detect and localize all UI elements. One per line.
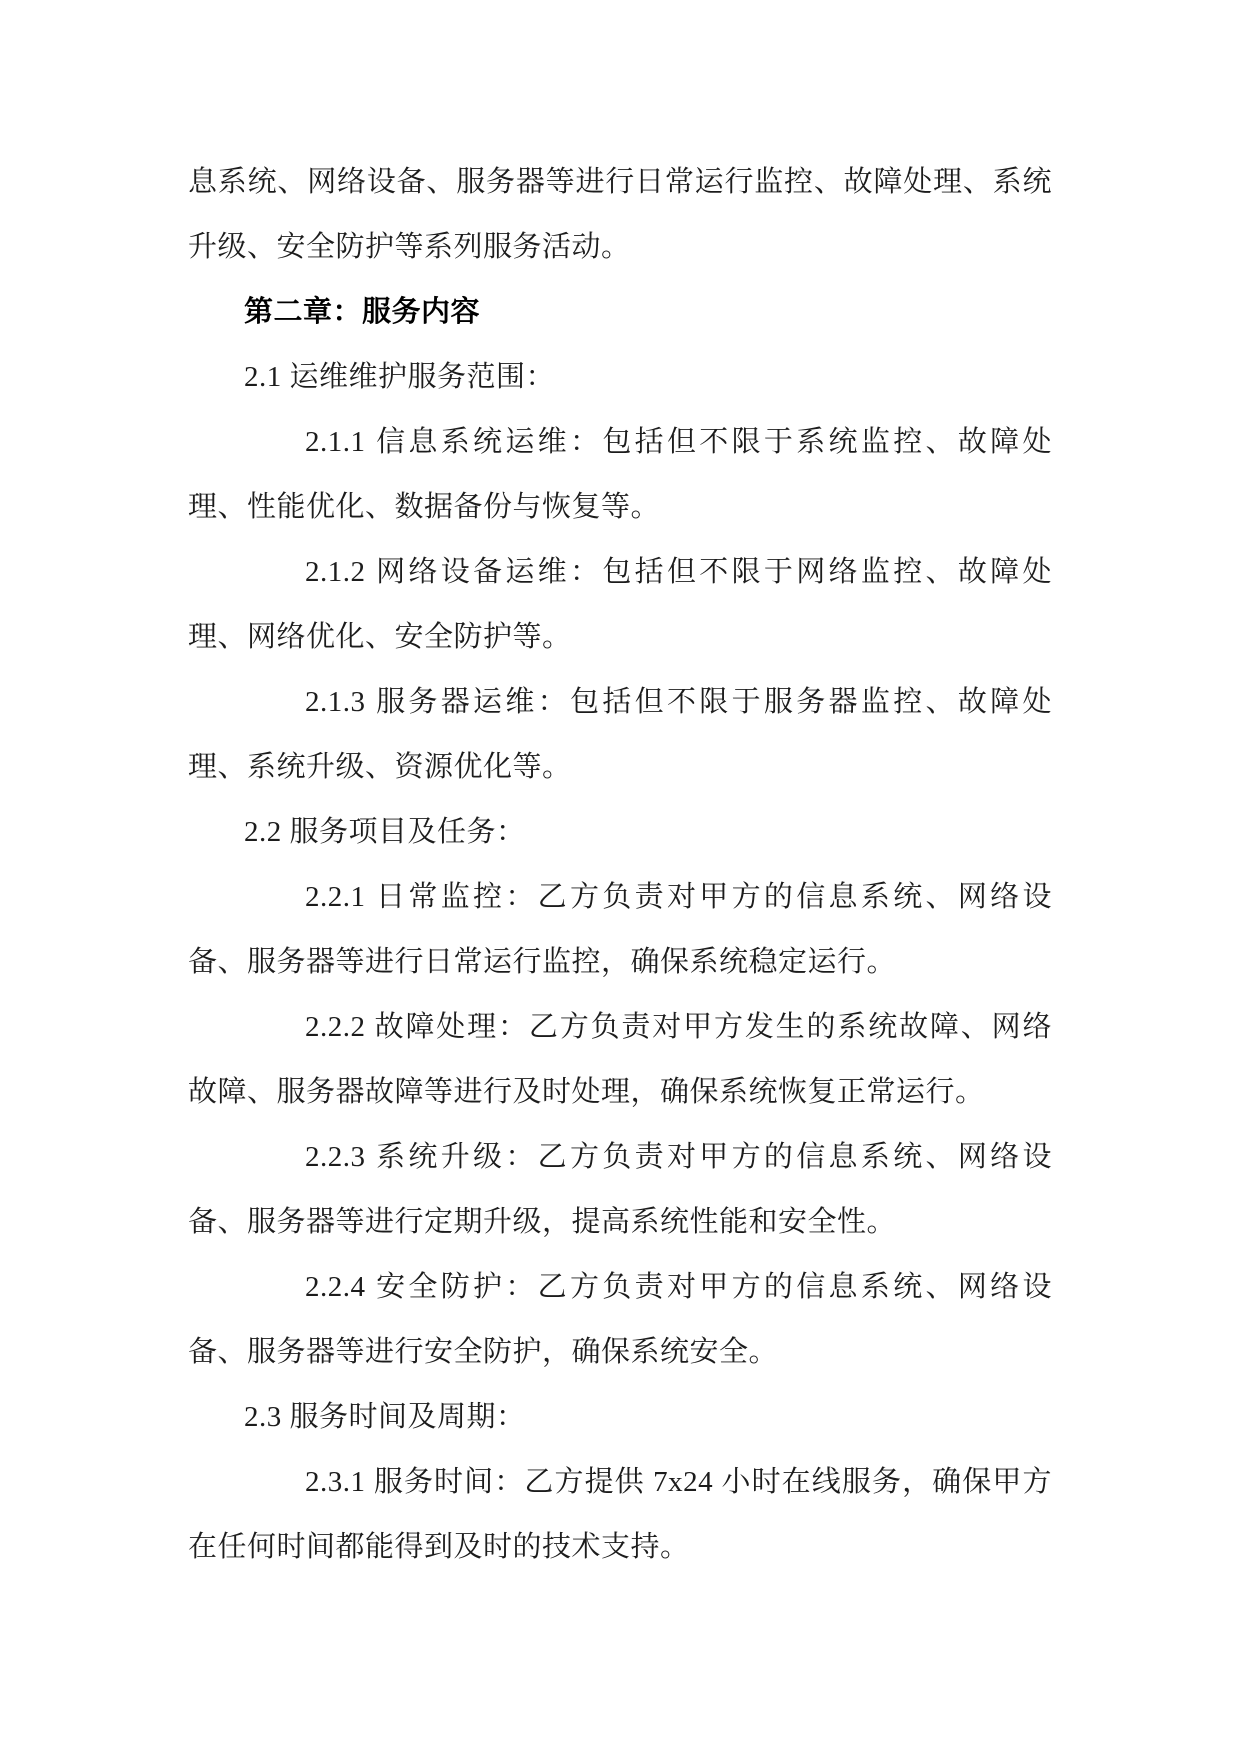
text-line: 2.1 运维维护服务范围： xyxy=(244,361,556,393)
text-line: 理、网络优化、安全防护等。 xyxy=(188,621,572,653)
text-line: 2.1.2 网络设备运维：包括但不限于网络监控、故障处 xyxy=(305,556,1052,588)
text-line: 2.1.1 信息系统运维：包括但不限于系统监控、故障处 xyxy=(305,426,1052,458)
text-line: 备、服务器等进行日常运行监控，确保系统稳定运行。 xyxy=(188,946,897,978)
text-line: 2.2.4 安全防护：乙方负责对甲方的信息系统、网络设 xyxy=(305,1271,1052,1303)
text-line: 备、服务器等进行安全防护，确保系统安全。 xyxy=(188,1336,779,1368)
text-line: 2.2 服务项目及任务： xyxy=(244,816,526,848)
text-line: 2.3.1 服务时间：乙方提供 7x24 小时在线服务，确保甲方 xyxy=(305,1466,1052,1498)
text-line: 2.2.2 故障处理：乙方负责对甲方发生的系统故障、网络 xyxy=(305,1011,1052,1043)
text-line: 2.2.3 系统升级：乙方负责对甲方的信息系统、网络设 xyxy=(305,1141,1052,1173)
text-line: 2.1.3 服务器运维：包括但不限于服务器监控、故障处 xyxy=(305,686,1052,718)
text-line: 息系统、网络设备、服务器等进行日常运行监控、故障处理、系统 xyxy=(188,166,1052,198)
text-line: 备、服务器等进行定期升级，提高系统性能和安全性。 xyxy=(188,1206,897,1238)
text-line: 2.2.1 日常监控：乙方负责对甲方的信息系统、网络设 xyxy=(305,881,1052,913)
text-line: 理、性能优化、数据备份与恢复等。 xyxy=(188,491,661,523)
chapter-heading: 第二章：服务内容 xyxy=(244,296,481,328)
text-line: 升级、安全防护等系列服务活动。 xyxy=(188,231,631,263)
text-line: 理、系统升级、资源优化等。 xyxy=(188,751,572,783)
text-line: 故障、服务器故障等进行及时处理，确保系统恢复正常运行。 xyxy=(188,1076,985,1108)
text-line: 2.3 服务时间及周期： xyxy=(244,1401,526,1433)
text-line: 在任何时间都能得到及时的技术支持。 xyxy=(188,1531,690,1563)
